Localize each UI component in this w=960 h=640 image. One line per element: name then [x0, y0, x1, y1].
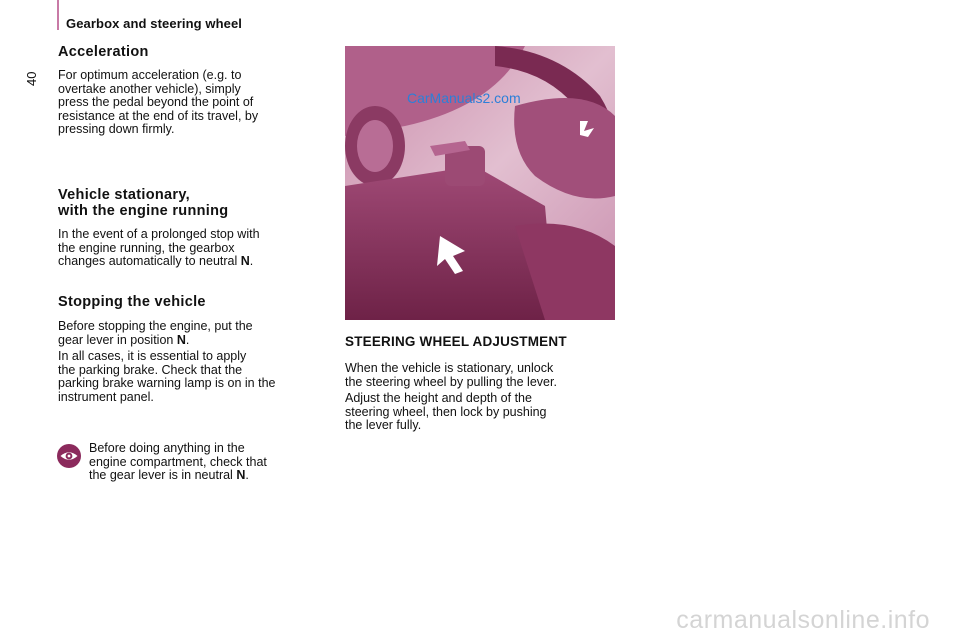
steering-wheel-drawing [345, 46, 615, 320]
stationary-text: In the event of a prolonged stop with the engine running, the gearbox changes automatically to neutral [58, 227, 260, 268]
eye-icon [57, 444, 81, 468]
note-text [89, 442, 267, 483]
note-body: Before doing anything in the engine compartment, check that the gear lever is in neutral [89, 441, 267, 482]
stationary-text-end: . [249, 254, 254, 268]
text-acceleration: For optimum acceleration (e.g. to overtake another vehicle), simply press the pedal beyond the point of resistance at the end of its travel, by pressing down firmly. [58, 68, 259, 136]
text-stopping-para2: In all cases, it is essential to apply the parking brake. Check that the parking brake warning lamp is on in the instrument panel. [58, 349, 276, 404]
text-stopping-para1 [58, 320, 253, 347]
note-end: . [245, 468, 249, 482]
neutral-symbol: N [240, 254, 250, 268]
text-vehicle-stationary [58, 228, 260, 269]
steering-wheel-illustration [345, 46, 615, 320]
heading-line-1: Vehicle stationary, [58, 187, 190, 203]
header-accent-bar [57, 0, 59, 30]
text-steering-para2: Adjust the height and depth of the steering wheel, then lock by pushing the lever fully. [345, 391, 547, 432]
stopping-text: Before stopping the engine, put the gear lever in position [58, 319, 253, 347]
heading-stopping-vehicle: Stopping the vehicle [58, 294, 206, 310]
section-title: Gearbox and steering wheel [66, 16, 242, 31]
site-watermark: carmanualsonline.info [676, 606, 930, 634]
heading-steering-wheel-adjustment: STEERING WHEEL ADJUSTMENT [345, 334, 567, 349]
text-steering-para1: When the vehicle is stationary, unlock the steering wheel by pulling the lever. [345, 361, 557, 389]
neutral-symbol: N [236, 468, 246, 482]
heading-line-2: with the engine running [58, 203, 229, 219]
stopping-text-end: . [185, 332, 190, 347]
heading-vehicle-stationary [58, 187, 228, 219]
heading-acceleration: Acceleration [58, 44, 149, 60]
image-watermark: CarManuals2.com [407, 90, 521, 106]
neutral-symbol: N [176, 332, 186, 347]
page-number: 40 [24, 71, 39, 86]
